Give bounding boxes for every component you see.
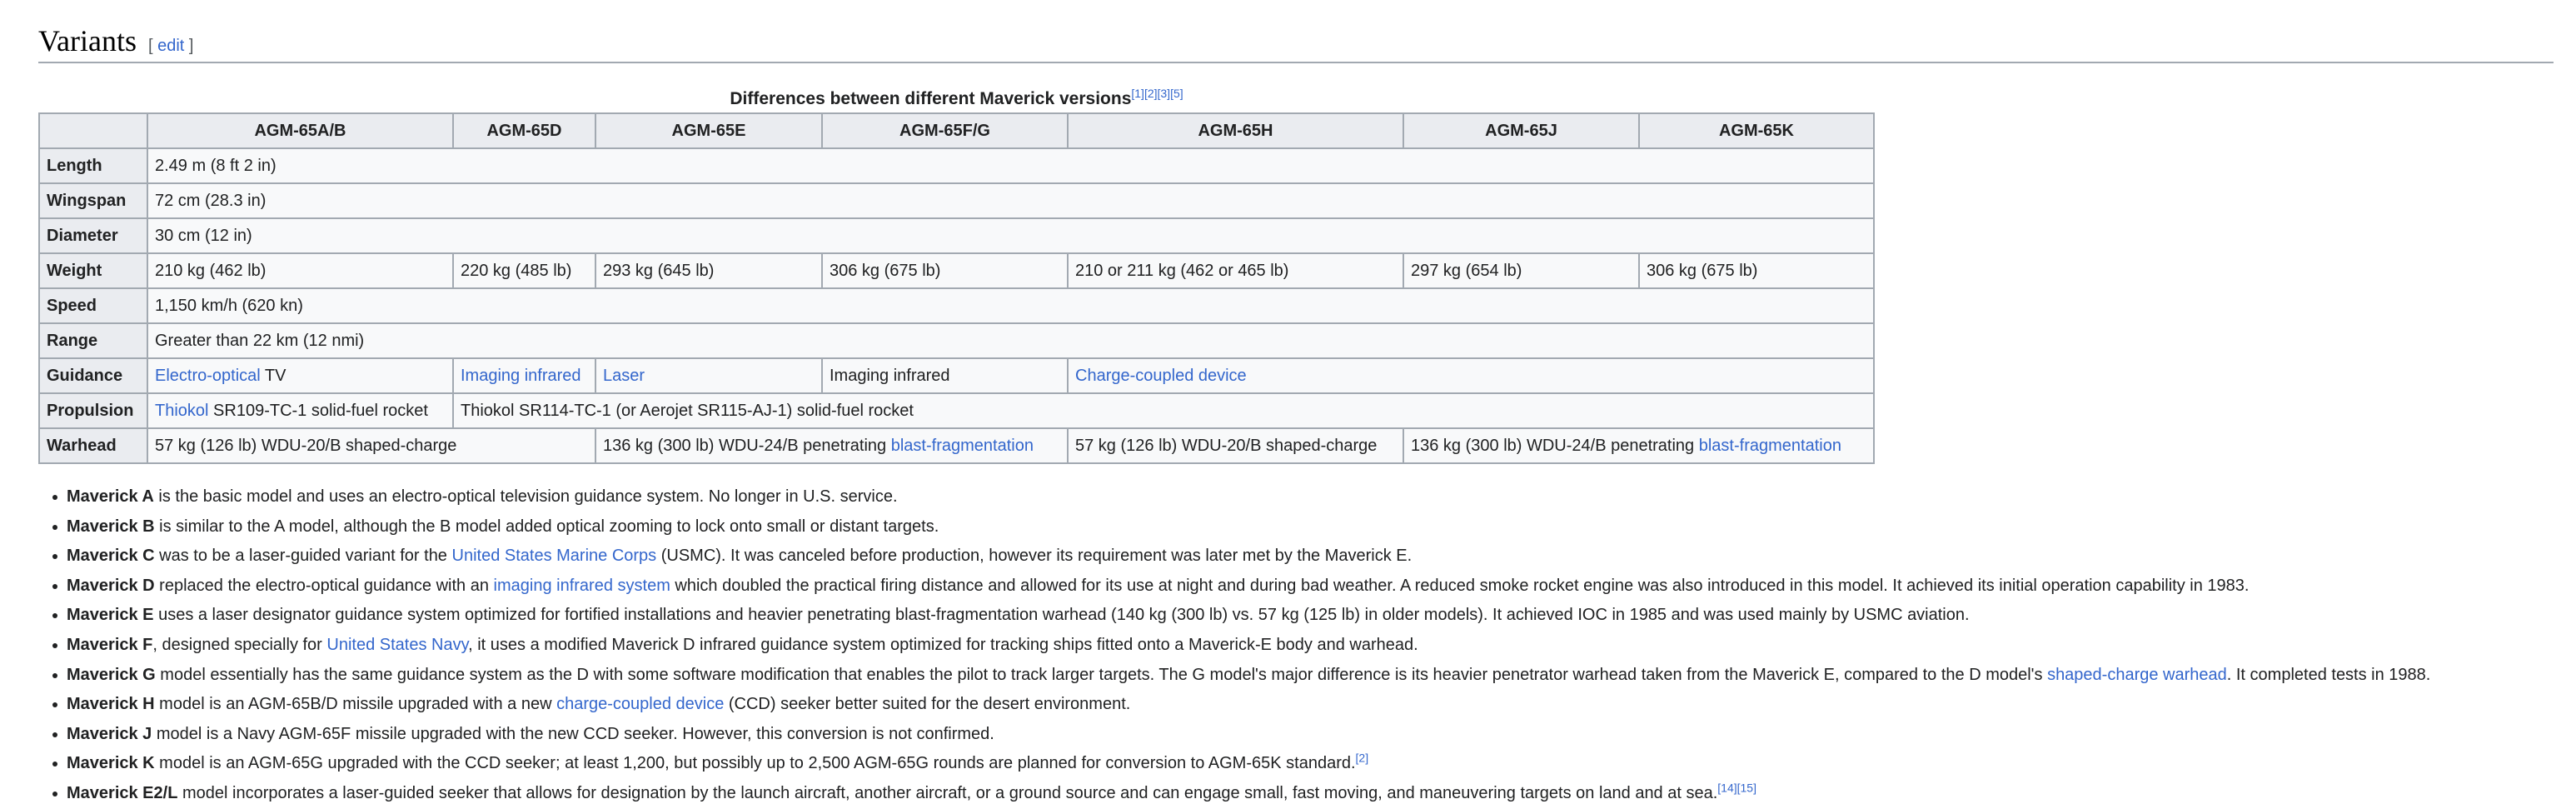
edit-link[interactable]: edit	[157, 37, 185, 55]
table-cell: 2.49 m (8 ft 2 in)	[147, 148, 1874, 183]
table-row-range	[39, 323, 1874, 358]
table-caption: Differences between different Maverick versions[1][2][3][5]	[730, 87, 1183, 108]
column-header: AGM-65A/B	[147, 113, 453, 148]
list-item: Maverick E2/L model incorporates a laser-guided seeker that allows for designation by the launch aircraft, another aircraft, or a ground source and can engage small, fast moving, and maneuvering targets on land and at sea.[14][15]	[67, 782, 2576, 804]
table-row-propulsion	[39, 393, 1874, 428]
list-item: Maverick B is similar to the A model, although the B model added optical zooming to lock onto small or distant targets.	[67, 516, 2576, 537]
column-header: AGM-65F/G	[822, 113, 1068, 148]
table-row-guidance	[39, 358, 1874, 393]
table-cell: Greater than 22 km (12 nmi)	[147, 323, 1874, 358]
section-heading	[38, 23, 2554, 63]
column-header: AGM-65E	[595, 113, 822, 148]
list-item: Maverick H model is an AGM-65B/D missile upgraded with a new charge-coupled device (CCD) seeker better suited for the desert environment.	[67, 693, 2576, 715]
us-navy-link[interactable]: United States Navy	[326, 635, 469, 654]
table-cell: 306 kg (675 lb)	[822, 253, 1068, 288]
table-row-diameter	[39, 218, 1874, 253]
table-cell: 293 kg (645 lb)	[595, 253, 822, 288]
column-header: AGM-65K	[1639, 113, 1874, 148]
table-cell: Electro-optical TV	[147, 358, 453, 393]
thiokol-link[interactable]: Thiokol	[155, 401, 209, 420]
imaging-infrared-link[interactable]: Imaging infrared	[461, 366, 581, 385]
section-title: Variants	[38, 24, 137, 57]
row-header: Wingspan	[39, 183, 147, 218]
citation-link[interactable]: [14][15]	[1717, 781, 1756, 795]
table-row-warhead	[39, 428, 1874, 463]
charge-coupled-device-link[interactable]: Charge-coupled device	[1075, 366, 1247, 385]
charge-coupled-device-link[interactable]: charge-coupled device	[556, 695, 725, 714]
list-item: Maverick F, designed specially for United States Navy, it uses a modified Maverick D infrared guidance system optimized for tracking ships fitted onto a Maverick-E body and warhead.	[67, 634, 2576, 656]
column-header: AGM-65H	[1068, 113, 1403, 148]
row-header: Length	[39, 148, 147, 183]
table-cell: 136 kg (300 lb) WDU-24/B penetrating blast-fragmentation	[1403, 428, 1874, 463]
table-cell: Imaging infrared	[822, 358, 1068, 393]
table-row-speed	[39, 288, 1874, 323]
row-header: Weight	[39, 253, 147, 288]
table-cell: 1,150 km/h (620 kn)	[147, 288, 1874, 323]
list-item: Maverick C was to be a laser-guided variant for the United States Marine Corps (USMC). It was canceled before production, however its requirement was later met by the Maverick E.	[67, 545, 2576, 567]
row-header: Guidance	[39, 358, 147, 393]
list-item: Maverick E uses a laser designator guidance system optimized for fortified installations and heavier penetrating blast-fragmentation warhead (140 kg (300 lb) vs. 57 kg (125 lb) in older models). It achieved IOC in 1985 and was used mainly by USMC aviation.	[67, 604, 2576, 626]
column-header: AGM-65J	[1403, 113, 1639, 148]
list-item: Maverick K model is an AGM-65G upgraded with the CCD seeker; at least 1,200, but possibly up to 2,500 AGM-65G rounds are planned for conversion to AGM-65K standard.[2]	[67, 752, 2576, 774]
imaging-infrared-system-link[interactable]: imaging infrared system	[493, 576, 670, 595]
table-cell: Thiokol SR109-TC-1 solid-fuel rocket	[147, 393, 453, 428]
table-row-weight	[39, 253, 1874, 288]
table-row-length	[39, 148, 1874, 183]
variants-table	[38, 82, 1875, 464]
table-cell: 57 kg (126 lb) WDU-20/B shaped-charge	[1068, 428, 1403, 463]
row-header: Warhead	[39, 428, 147, 463]
variants-list	[38, 486, 2576, 804]
table-cell: 30 cm (12 in)	[147, 218, 1874, 253]
table-cell	[1068, 358, 1874, 393]
table-cell: 220 kg (485 lb)	[453, 253, 595, 288]
table-cell: 57 kg (126 lb) WDU-20/B shaped-charge	[147, 428, 595, 463]
corner-cell	[39, 113, 147, 148]
list-item: Maverick G model essentially has the same guidance system as the D with some software modification that enables the pilot to track larger targets. The G model's major difference is its heavier penetrator warhead taken from the Maverick E, compared to the D model's shaped-charge warhead. It completed tests in 1988.	[67, 664, 2576, 686]
table-cell: 297 kg (654 lb)	[1403, 253, 1639, 288]
usmc-link[interactable]: United States Marine Corps	[451, 547, 657, 566]
laser-link[interactable]: Laser	[603, 366, 645, 385]
electro-optical-link[interactable]: Electro-optical	[155, 366, 261, 385]
caption-refs[interactable]: [1][2][3][5]	[1131, 87, 1183, 100]
edit-section: [ edit ]	[147, 37, 194, 55]
table-cell: Thiokol SR114-TC-1 (or Aerojet SR115-AJ-1) solid-fuel rocket	[453, 393, 1874, 428]
table-cell	[453, 358, 595, 393]
row-header: Speed	[39, 288, 147, 323]
table-row-wingspan	[39, 183, 1874, 218]
blast-fragmentation-link[interactable]: blast-fragmentation	[1698, 436, 1841, 455]
table-cell: 136 kg (300 lb) WDU-24/B penetrating blast-fragmentation	[595, 428, 1068, 463]
table-header-row	[39, 113, 1874, 148]
shaped-charge-warhead-link[interactable]: shaped-charge warhead	[2047, 665, 2227, 684]
blast-fragmentation-link[interactable]: blast-fragmentation	[890, 436, 1034, 455]
list-item: Maverick J model is a Navy AGM-65F missile upgraded with the new CCD seeker. However, this conversion is not confirmed.	[67, 723, 2576, 745]
row-header: Diameter	[39, 218, 147, 253]
table-cell: 210 or 211 kg (462 or 465 lb)	[1068, 253, 1403, 288]
table-cell: 210 kg (462 lb)	[147, 253, 453, 288]
table-cell	[595, 358, 822, 393]
row-header: Range	[39, 323, 147, 358]
table-cell: 72 cm (28.3 in)	[147, 183, 1874, 218]
table-cell: 306 kg (675 lb)	[1639, 253, 1874, 288]
row-header: Propulsion	[39, 393, 147, 428]
column-header: AGM-65D	[453, 113, 595, 148]
list-item: Maverick D replaced the electro-optical guidance with an imaging infrared system which doubled the practical firing distance and allowed for its use at night and during bad weather. A reduced smoke rocket engine was also introduced in this model. It achieved its initial operation capability in 1983.	[67, 575, 2576, 597]
list-item: Maverick A is the basic model and uses an electro-optical television guidance system. No longer in U.S. service.	[67, 486, 2576, 507]
citation-link[interactable]: [2]	[1355, 751, 1369, 765]
